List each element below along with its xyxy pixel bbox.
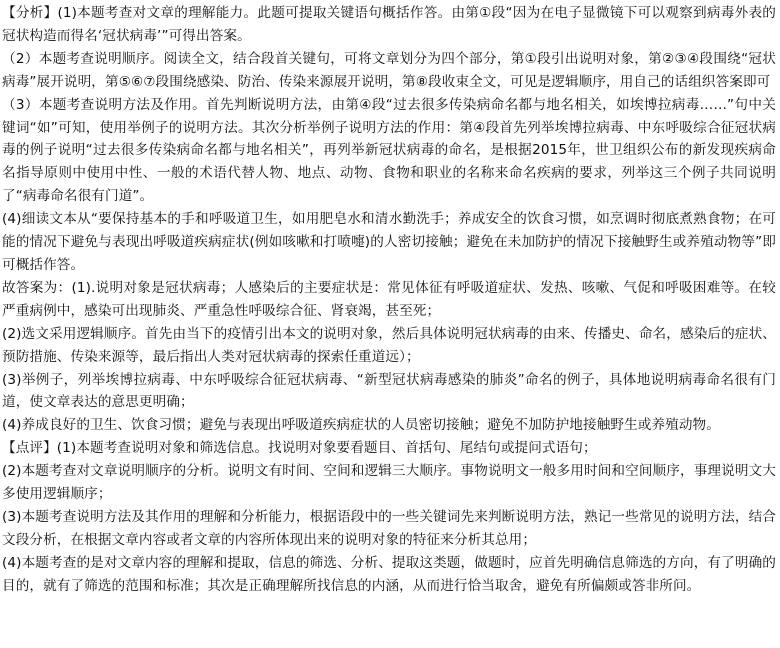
analysis-paragraph-2: （2）本题考查说明顺序。阅读全文，结合段首关键句，可将文章划分为四个部分，第①段引出说明对象，第②③④段围绕“冠状病毒”展开说明，第⑤⑥⑦段围绕感染、防治、传染来源展开说明，第⑧段收束全文，可见是逻辑顺序，用自己的话组织答案即可 bbox=[2, 50, 776, 90]
answer-paragraph-2: (2)选文采用逻辑顺序。首先由当下的疫情引出本文的说明对象，然后具体说明冠状病毒的由来、传播史、命名，感染后的症状、预防措施、传染来源等，最后指出人类对冠状病毒的探索任重道远）； bbox=[2, 325, 776, 365]
analysis-paragraph-1: 【分析】(1)本题考查对文章的理解能力。此题可提取关键语句概括作答。由第①段“因为在电子显微镜下可以观察到病毒外表的冠状构造而得名‘冠状病毒’”可得出答案。 bbox=[2, 5, 776, 44]
answer-paragraph-3: (3)举例子，列举埃博拉病毒、中东呼吸综合征冠状病毒、“新型冠状病毒感染的肺炎”命名的例子，具体地说明病毒命名很有门道，使文章表达的意思更明确； bbox=[2, 371, 776, 411]
answer-paragraph-1: 故答案为：(1).说明对象是冠状病毒；人感染后的主要症状是：常见体征有呼吸道症状、发热、咳嗽、气促和呼吸困难等。在较严重病例中，感染可出现肺炎、严重急性呼吸综合征、肾衰竭，甚至死； bbox=[2, 279, 776, 319]
comment-paragraph-1: 【点评】(1)本题考查说明对象和筛选信息。找说明对象要看题目、首括句、尾结句或提问式语句； bbox=[2, 440, 597, 457]
analysis-paragraph-4: (4)细读文本从“要保持基本的手和呼吸道卫生，如用肥皂水和清水勤洗手；养成安全的饮食习惯，如烹调时彻底煮熟食物；在可能的情况下避免与表现出呼吸道疾病症状(例如咳嗽和打喷嚏)的人密切接触；避免在未加防护的情况下接触野生或养殖动物等”即可概括作答。 bbox=[2, 211, 776, 273]
answer-paragraph-4: (4)养成良好的卫生、饮食习惯；避免与表现出呼吸道疾病症状的人员密切接触；避免不加防护地接触野生或养殖动物。 bbox=[2, 417, 720, 434]
analysis-paragraph-3: （3）本题考查说明方法及作用。首先判断说明方法，由第④段“过去很多传染病命名都与地名相关，如埃博拉病毒……”句中关键词“如”可知，使用举例子的说明方法。其次分析举例子说明方法的作用：第④段首先列举埃博拉病毒、中东呼吸综合征冠状病毒的例子说明“过去很多传染病命名都与地名相关”，再列举新冠状病毒的命名，是根据2015年，世卫组织公布的新发现疾病命名指导原则中使用中性、一般的术语代替人物、地点、动物、食物和职业的名称来命名疾病的要求，列举这三个例子共同说明了“病毒命名很有门道”。 bbox=[2, 96, 776, 205]
comment-paragraph-2: (2)本题考查对文章说明顺序的分析。说明文有时间、空间和逻辑三大顺序。事物说明文一般多用时间和空间顺序，事理说明文大多使用逻辑顺序； bbox=[2, 463, 776, 503]
comment-paragraph-4: (4)本题考查的是对文章内容的理解和提取，信息的筛选、分析、提取这类题，做题时，应首先明确信息筛选的方向，有了明确的目的，就有了筛选的范围和标准；其次是正确理解所找信息的内涵，从而进行恰当取舍，避免有所偏颇或答非所问。 bbox=[2, 554, 776, 594]
comment-paragraph-3: (3)本题考查说明方法及其作用的理解和分析能力，根据语段中的一些关键词先来判断说明方法，熟记一些常见的说明方法，结合文段分析，在根据文章内容或者文章的内容所体现出来的说明对象的特征来分析其总用； bbox=[2, 508, 776, 548]
